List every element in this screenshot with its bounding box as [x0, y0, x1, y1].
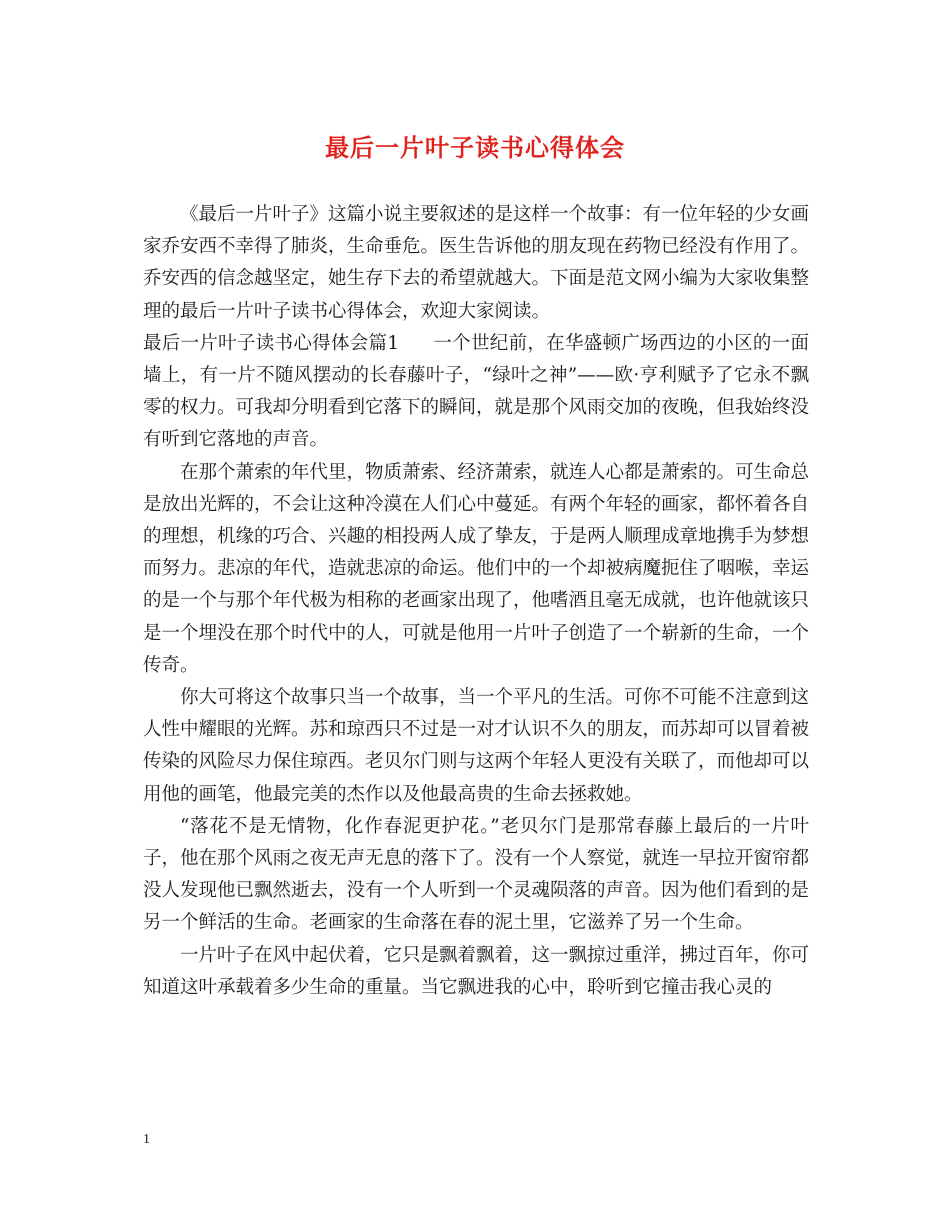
- page-number: 1: [143, 1132, 150, 1147]
- paragraph: 《最后一片叶子》这篇小说主要叙述的是这样一个故事：有一位年轻的少女画家乔安西不幸得了肺炎，生命垂危。医生告诉他的朋友现在药物已经没有作用了。乔安西的信念越坚定，她生存下去的希望就越大。下面是范文网小编为大家收集整理的最后一片叶子读书心得体会，欢迎大家阅读。: [143, 204, 810, 322]
- paragraph-text: 一个世纪前，在华盛顿广场西边的小区的一面墙上，有一片不随风摆动的长春藤叶子，“绿叶之神”——欧·亨利赋予了它永不飘零的权力。可我却分明看到它落下的瞬间，就是那个风雨交加的夜晚，但我始终没有听到它落地的声音。: [143, 332, 810, 451]
- section-heading: 最后一片叶子读书心得体会篇1: [143, 332, 400, 354]
- paragraph-with-heading: [143, 328, 809, 457]
- paragraph: 一片叶子在风中起伏着，它只是飘着飘着，这一飘掠过重洋，拂过百年，你可知道这叶承载着多少生命的重量。当它飘进我的心中，聆听到它撞击我心灵的: [143, 944, 810, 998]
- document-title: 最后一片叶子读书心得体会: [325, 134, 625, 162]
- document-body: [143, 199, 809, 1004]
- paragraph: “落花不是无情物，化作春泥更护花。”老贝尔门是那常春藤上最后的一片叶子，他在那个风雨之夜无声无息的落下了。没有一个人察觉，就连一早拉开窗帘都没人发现他已飘然逝去，没有一个人听到一个灵魂陨落的声音。因为他们看到的是另一个鲜活的生命。老画家的生命落在春的泥土里，它滋养了另一个生命。: [143, 815, 810, 934]
- paragraph: 你大可将这个故事只当一个故事，当一个平凡的生活。可你不可能不注意到这人性中耀眼的光辉。苏和琼西只不过是一对才认识不久的朋友，而苏却可以冒着被传染的风险尽力保住琼西。老贝尔门则与这两个年轻人更没有关联了，而他却可以用他的画笔，他最完美的杰作以及他最高贵的生命去拯救她。: [143, 687, 810, 805]
- paragraph: 在那个萧索的年代里，物质萧索、经济萧索，就连人心都是萧索的。可生命总是放出光辉的，不会让这种冷漠在人们心中蔓延。有两个年轻的画家，都怀着各自的理想，机缘的巧合、兴趣的相投两人成了挚友，于是两人顺理成章地携手为梦想而努力。悲凉的年代，造就悲凉的命运。他们中的一个却被病魔扼住了咽喉，幸运的是一个与那个年代极为相称的老画家出现了，他嗜酒且毫无成就，也许他就该只是一个埋没在那个时代中的人，可就是他用一片叶子创造了一个崭新的生命，一个传奇。: [143, 461, 810, 676]
